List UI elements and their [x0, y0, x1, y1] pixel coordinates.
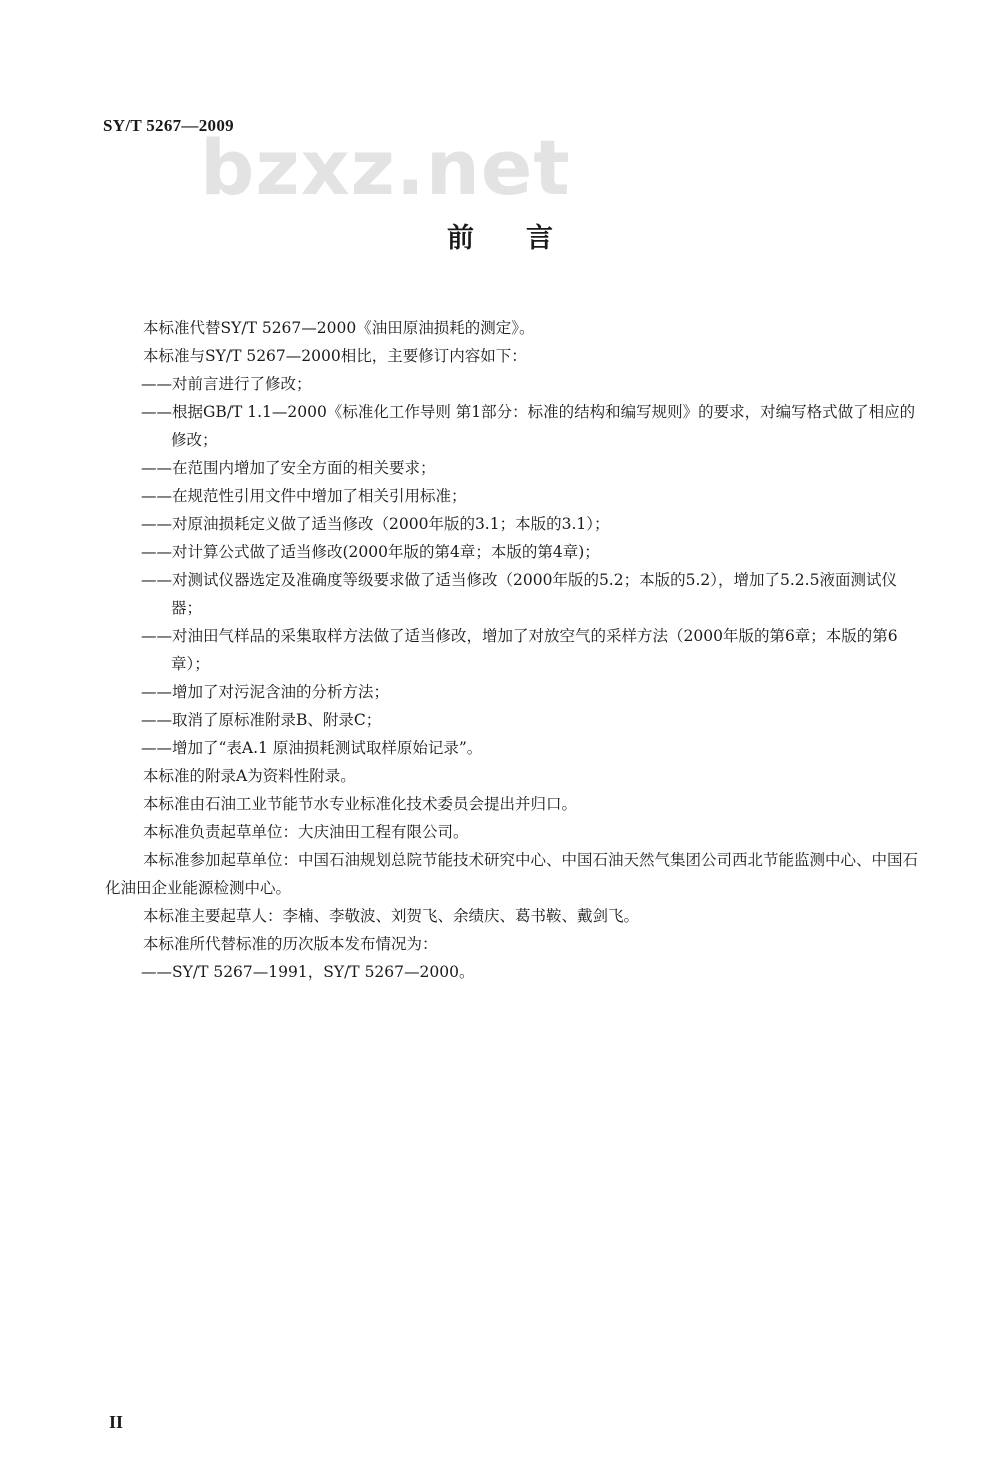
paragraph-appendix: 本标准的附录A为资料性附录。 — [143, 767, 356, 785]
revision-item: ——增加了对污泥含油的分析方法； — [141, 683, 390, 701]
paragraph-changes-intro: 本标准与SY/T 5267—2000相比，主要修订内容如下： — [143, 347, 527, 365]
standard-code: SY/T 5267—2009 — [103, 116, 234, 135]
paragraph-replaces: 本标准代替SY/T 5267—2000《油田原油损耗的测定》。 — [143, 319, 535, 337]
revision-item: ——在范围内增加了安全方面的相关要求； — [141, 459, 436, 477]
revision-item: ——对测试仪器选定及准确度等级要求做了适当修改（2000年版的5.2；本版的5.2），增加了5.2.5液面测试仪器； — [141, 571, 897, 617]
paragraph-drafters: 本标准主要起草人：李楠、李敬波、刘贺飞、余绩庆、葛书鞍、戴剑飞。 — [143, 907, 640, 925]
revision-item: ——取消了原标准附录B、附录C； — [141, 711, 382, 729]
revision-item: ——在规范性引用文件中增加了相关引用标准； — [141, 487, 467, 505]
foreword-body — [105, 314, 925, 986]
revision-item: ——对原油损耗定义做了适当修改（2000年版的3.1；本版的3.1）； — [141, 515, 610, 533]
history-item: ——SY/T 5267—1991，SY/T 5267—2000。 — [141, 963, 475, 981]
paragraph-proposed-by: 本标准由石油工业节能节水专业标准化技术委员会提出并归口。 — [143, 795, 578, 813]
page-number: II — [109, 1412, 124, 1432]
revision-item: ——对前言进行了修改； — [141, 375, 312, 393]
paragraph-drafting-unit: 本标准负责起草单位：大庆油田工程有限公司。 — [143, 823, 469, 841]
paragraph-participating-units: 本标准参加起草单位：中国石油规划总院节能技术研究中心、中国石油天然气集团公司西北节能监测中心、中国石化油田企业能源检测中心。 — [105, 851, 919, 897]
revision-item: ——对计算公式做了适当修改(2000年版的第4章；本版的第4章)； — [141, 543, 600, 561]
revision-item: ——根据GB/T 1.1—2000《标准化工作导则 第1部分：标准的结构和编写规则》的要求，对编写格式做了相应的修改； — [141, 403, 916, 449]
revision-item: ——增加了“表A.1 原油损耗测试取样原始记录”。 — [141, 739, 483, 757]
page-title: 前言 — [447, 223, 605, 254]
watermark-text: bzxz.net — [200, 123, 571, 212]
paragraph-history-intro: 本标准所代替标准的历次版本发布情况为： — [143, 935, 438, 953]
revision-item: ——对油田气样品的采集取样方法做了适当修改，增加了对放空气的采样方法（2000年版的第6章；本版的第6章）； — [141, 627, 898, 673]
